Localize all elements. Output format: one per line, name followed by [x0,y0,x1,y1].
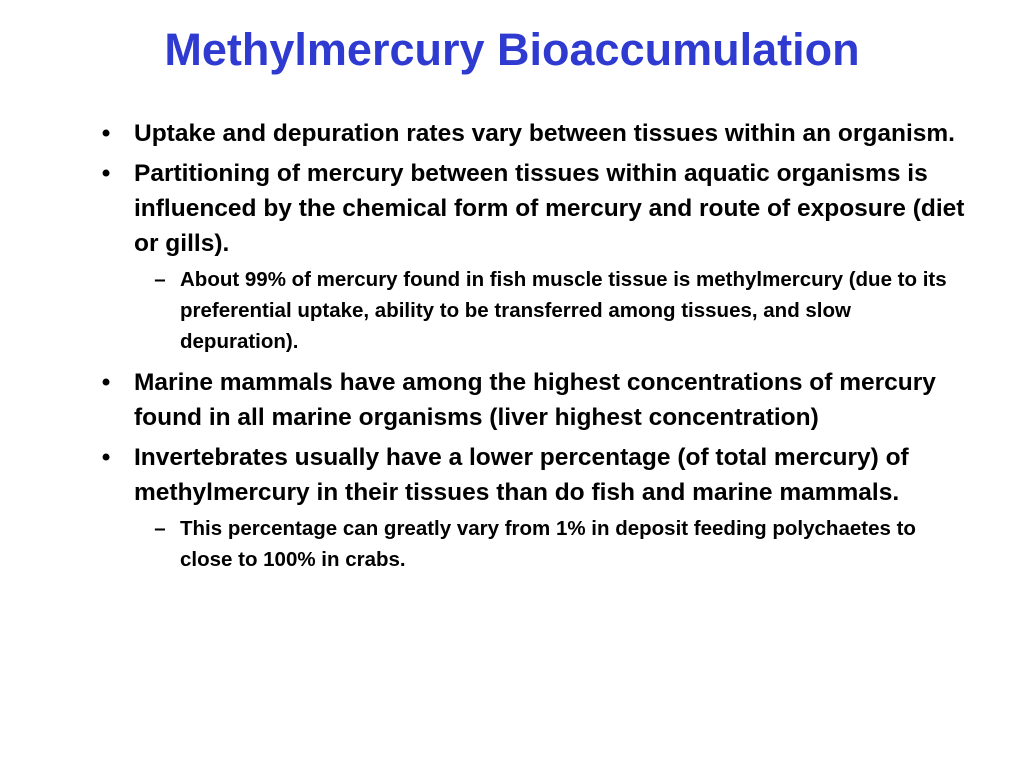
slide-title: Methylmercury Bioaccumulation [164,24,860,75]
bullet-item [96,440,966,510]
sub-bullet-text: This percentage can greatly vary from 1% in deposit feeding polychaetes to close to 100% in crabs. [180,517,916,571]
bullet-item [96,156,966,261]
bullet-item [96,365,966,435]
bullet-text: Partitioning of mercury between tissues within aquatic organisms is influenced by the chemical form of mercury and route of exposure (diet or gills). [134,160,965,257]
bullet-marker: • [101,444,111,471]
bullet-text: Invertebrates usually have a lower percentage (of total mercury) of methylmercury in their tissues than do fish and marine mammals. [134,444,909,506]
bullet-text: Uptake and depuration rates vary between tissues within an organism. [134,120,955,147]
bullet-text: Marine mammals have among the highest concentrations of mercury found in all marine organisms (liver highest concentration) [134,369,936,431]
bullet-marker: • [101,369,111,396]
bullet-marker: • [101,120,111,147]
bullet-item [96,116,966,151]
bullet-marker: • [101,160,111,187]
sub-bullet-item [96,264,966,357]
dash-marker: – [154,517,166,540]
dash-marker: – [154,268,166,291]
sub-bullet-item [96,513,966,575]
sub-bullet-text: About 99% of mercury found in fish muscle tissue is methylmercury (due to its preferential uptake, ability to be transferred among tissues, and slow depuration). [180,268,947,353]
bullet-list [96,116,966,583]
